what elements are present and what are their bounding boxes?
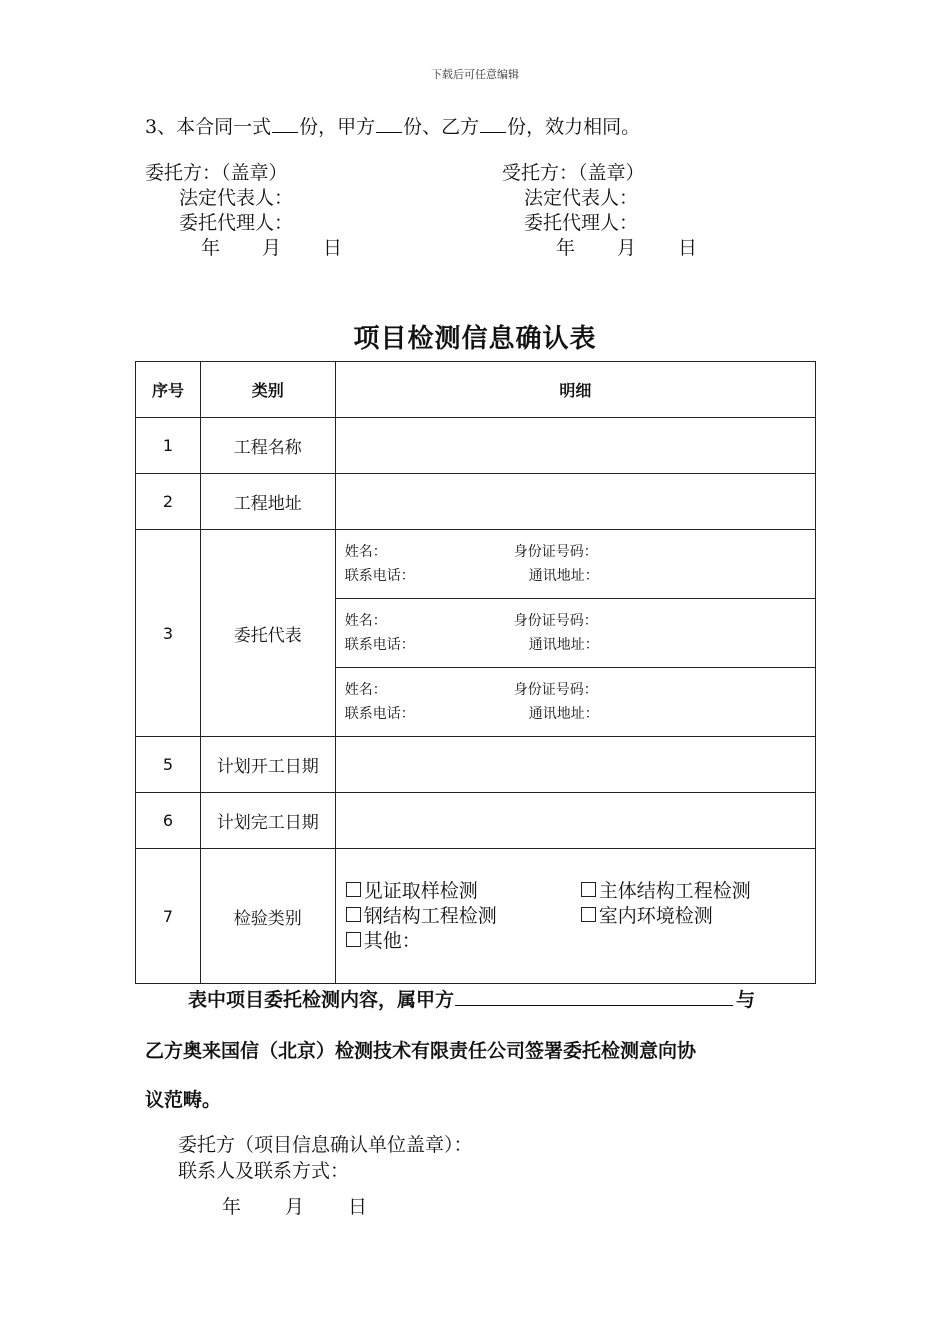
name-label: 姓名： xyxy=(344,613,387,629)
party-a-name-blank[interactable] xyxy=(455,985,733,1006)
address-label: 通讯地址： xyxy=(528,637,599,653)
phone-label: 联系电话： xyxy=(344,706,415,722)
checkbox-icon[interactable] xyxy=(581,907,596,922)
trustee-party-title: 受托方：（盖章） xyxy=(502,162,645,184)
blank-total-copies[interactable] xyxy=(272,114,298,133)
clause-part2: 份、乙方 xyxy=(403,116,480,138)
table-row xyxy=(136,793,816,849)
date-year-label: 年 xyxy=(201,237,221,259)
project-name-field[interactable] xyxy=(335,418,815,474)
blank-party-b-copies[interactable] xyxy=(480,114,506,133)
signature-date xyxy=(222,1192,367,1219)
entrusting-legal-rep: 法定代表人： xyxy=(179,187,294,209)
date-day-label: 日 xyxy=(323,237,343,259)
paragraph-part1: 表中项目委托检测内容，属甲方 xyxy=(188,989,455,1011)
checkbox-icon[interactable] xyxy=(346,907,361,922)
clause-part3: 份，效力相同。 xyxy=(507,116,641,138)
entrusting-party-block xyxy=(145,161,342,261)
other-option[interactable]: 其他： xyxy=(346,930,421,952)
header-category: 类别 xyxy=(200,362,335,418)
date-month-label: 月 xyxy=(262,237,282,259)
table-row xyxy=(136,530,816,599)
representative-entry-3[interactable] xyxy=(335,668,815,737)
checkbox-icon[interactable] xyxy=(346,882,361,897)
row-category: 委托代表 xyxy=(200,530,335,737)
address-label: 通讯地址： xyxy=(528,706,599,722)
representative-entry-2[interactable] xyxy=(335,599,815,668)
project-info-table xyxy=(135,361,816,984)
checkbox-icon[interactable] xyxy=(346,932,361,947)
checkbox-icon[interactable] xyxy=(581,882,596,897)
phone-label: 联系电话： xyxy=(344,568,415,584)
scope-paragraph-line3: 议范畴。 xyxy=(145,1089,222,1111)
scope-paragraph-line1 xyxy=(188,985,755,1012)
row-category: 计划完工日期 xyxy=(200,793,335,849)
row-category: 工程名称 xyxy=(200,418,335,474)
row-seq: 2 xyxy=(136,474,201,530)
row-seq: 7 xyxy=(136,849,201,984)
project-address-field[interactable] xyxy=(335,474,815,530)
representative-entry-1[interactable] xyxy=(335,530,815,599)
entrusting-date xyxy=(145,236,342,261)
clause-prefix: 3、本合同一式 xyxy=(145,116,272,138)
indoor-environment-option[interactable]: 室内环境检测 xyxy=(581,904,713,929)
steel-structure-option[interactable]: 钢结构工程检测 xyxy=(346,905,497,927)
trustee-date xyxy=(502,236,697,261)
entrusting-agent: 委托代理人： xyxy=(179,212,294,234)
trustee-agent: 委托代理人： xyxy=(524,212,639,234)
table-row xyxy=(136,849,816,984)
table-row xyxy=(136,474,816,530)
id-label: 身份证号码： xyxy=(513,682,598,698)
blank-party-a-copies[interactable] xyxy=(376,114,402,133)
inspection-type-cell xyxy=(335,849,815,984)
form-title: 项目检测信息确认表 xyxy=(353,324,597,354)
header-seq: 序号 xyxy=(136,362,201,418)
date-month-label: 月 xyxy=(285,1196,305,1218)
date-month-label: 月 xyxy=(617,237,637,259)
name-label: 姓名： xyxy=(344,544,387,560)
header-detail: 明细 xyxy=(335,362,815,418)
entrusting-party-title: 委托方：（盖章） xyxy=(145,162,288,184)
header-note: 下载后可任意编辑 xyxy=(431,68,519,81)
clause-part1: 份，甲方 xyxy=(299,116,376,138)
main-structure-option[interactable]: 主体结构工程检测 xyxy=(581,879,751,904)
row-seq: 6 xyxy=(136,793,201,849)
id-label: 身份证号码： xyxy=(513,613,598,629)
row-category: 检验类别 xyxy=(200,849,335,984)
trustee-party-block xyxy=(502,161,697,261)
table-row xyxy=(136,737,816,793)
table-row xyxy=(136,418,816,474)
date-day-label: 日 xyxy=(348,1196,368,1218)
scope-paragraph-line2: 乙方奥来国信（北京）检测技术有限责任公司签署委托检测意向协 xyxy=(145,1040,697,1062)
contact-label: 联系人及联系方式： xyxy=(178,1160,350,1182)
date-year-label: 年 xyxy=(222,1196,242,1218)
row-category: 计划开工日期 xyxy=(200,737,335,793)
signature-block xyxy=(178,1132,473,1184)
address-label: 通讯地址： xyxy=(528,568,599,584)
date-day-label: 日 xyxy=(678,237,698,259)
row-seq: 1 xyxy=(136,418,201,474)
witness-sampling-option[interactable]: 见证取样检测 xyxy=(346,880,478,902)
row-seq: 3 xyxy=(136,530,201,737)
row-category: 工程地址 xyxy=(200,474,335,530)
planned-end-date-field[interactable] xyxy=(335,793,815,849)
trustee-legal-rep: 法定代表人： xyxy=(524,187,639,209)
entrusting-seal-label: 委托方（项目信息确认单位盖章）： xyxy=(178,1134,473,1156)
contract-copies-clause xyxy=(145,112,640,139)
phone-label: 联系电话： xyxy=(344,637,415,653)
date-year-label: 年 xyxy=(556,237,576,259)
row-seq: 5 xyxy=(136,737,201,793)
id-label: 身份证号码： xyxy=(513,544,598,560)
planned-start-date-field[interactable] xyxy=(335,737,815,793)
paragraph-part2: 与 xyxy=(736,989,756,1011)
name-label: 姓名： xyxy=(344,682,387,698)
